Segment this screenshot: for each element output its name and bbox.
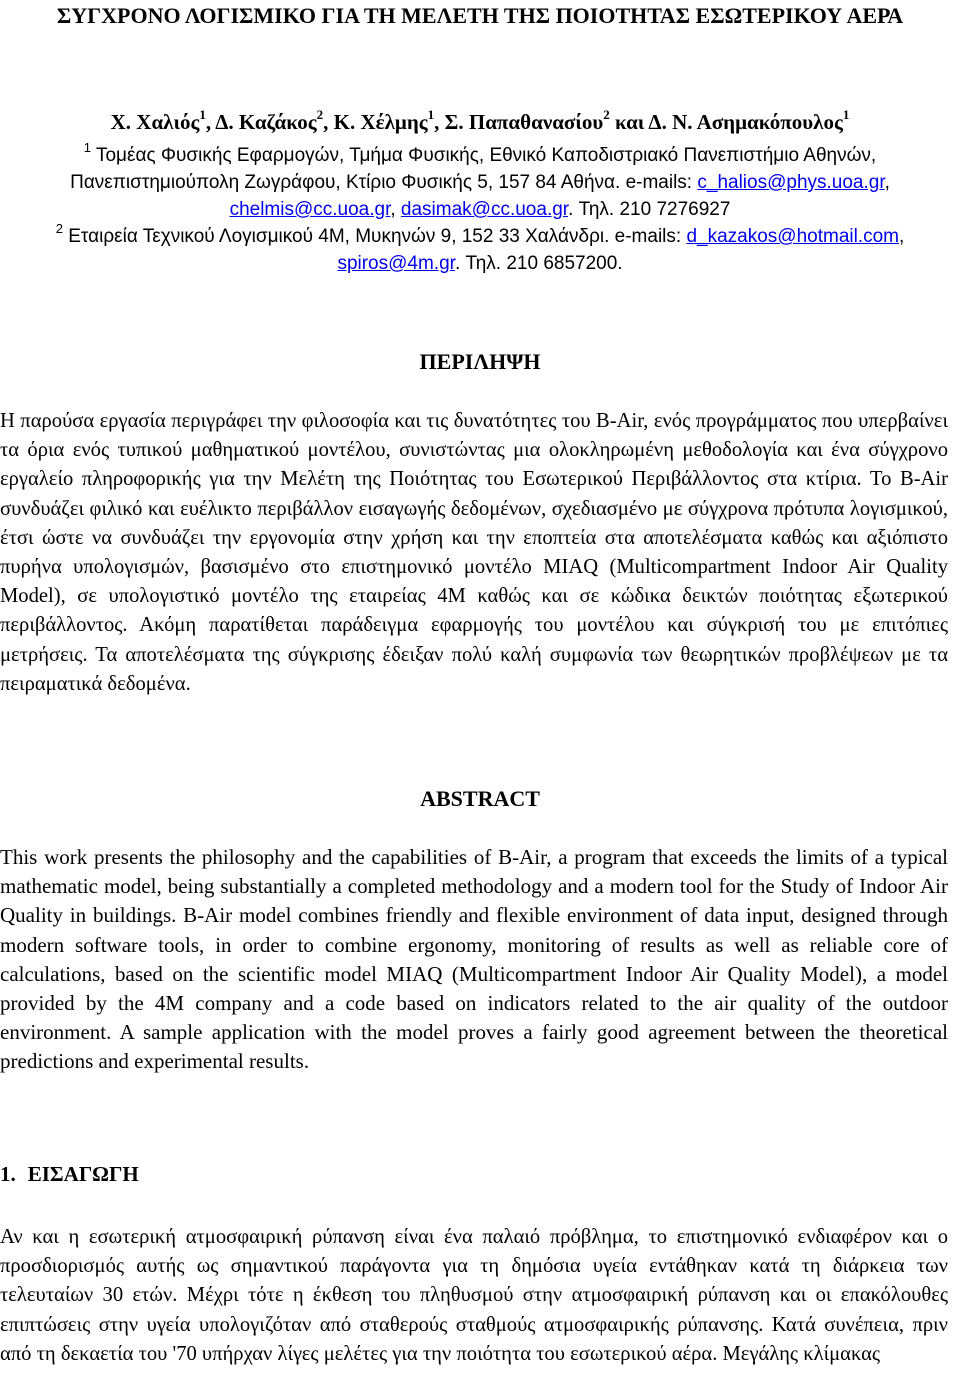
abstract-paragraph: This work presents the philosophy and the capabilities of B-Air, a program that exceeds the limits of a typical mathematic model, being substantially a completed methodology and a modern tool for the Study of Indoor Air Quality in buildings. B-Air model combines friendly and flexible environment of data input, designed through modern software tools, in order to combine ergonomy, monitoring of results as well as reliable core of calculations, based on the scientific model MIAQ (Multicompartment Indoor Air Quality Model), a model provided by the 4M company and a code based on indicators related to the air quality of the outdoor environment. A sample application with the model proves a fairly good agreement between the theoretical predictions and experimental results.: [0, 845, 948, 1074]
email-link[interactable]: d_kazakos@hotmail.com: [686, 226, 899, 247]
affiliation-phone: . Τηλ. 210 6857200.: [454, 253, 623, 274]
section-number: 1.: [0, 1162, 16, 1186]
affiliation-phone: . Τηλ. 210 7276927: [568, 199, 731, 220]
author-name: Χ. Χαλιός: [110, 110, 200, 134]
author-name: Κ. Χέλμης: [333, 110, 428, 134]
introduction-heading: [0, 1160, 139, 1188]
author-name: Σ. Παπαθανασίου: [444, 110, 604, 134]
affiliation-mark: 1: [83, 139, 92, 155]
section-title: ΕΙΣΑΓΩΓΗ: [27, 1162, 139, 1186]
author-list: Χ. Χαλιός$^1$, Δ. Καζάκος$^2$, Κ. Χέλμης$^1$, Σ. Παπαθανασίου$^2$ και Δ. Ν. Ασημακόπουλος$^1$: [110, 107, 850, 134]
email-link[interactable]: dasimak@cc.uoa.gr: [400, 199, 569, 220]
affiliation-text: Εταιρεία Τεχνικού Λογισμικού 4Μ, Μυκηνών 9, 152 33 Χαλάνδρι. e-mails:: [68, 226, 682, 247]
affiliation-1: $^1$ Τομέας Φυσικής Εφαρμογών, Τμήμα Φυσικής, Εθνικό Καποδιστριακό Πανεπιστήμιο Αθηνών, Πανεπιστημιούπολη Ζωγράφου, Κτίριο Φυσικής 5, 157 84 Αθήνα. e-mails: c_halios@phys.uoa.gr, chelmis@cc.uoa.gr, dasimak@cc.uoa.gr. Τηλ. 210 7276927: [70, 139, 890, 220]
affiliation-text: Τομέας Φυσικής Εφαρμογών, Τμήμα Φυσικής, Εθνικό Καποδιστριακό Πανεπιστήμιο Αθηνών, Πανεπιστημιούπολη Ζωγράφου, Κτίριο Φυσικής 5, 157 84 Αθήνα. e-mails:: [70, 145, 877, 193]
author-affiliation-mark: 1: [199, 107, 206, 122]
paper-title: ΣΥΓΧΡΟΝΟ ΛΟΓΙΣΜΙΚΟ ΓΙΑ ΤΗ ΜΕΛΕΤΗ ΤΗΣ ΠΟΙΟΤΗΤΑΣ ΕΣΩΤΕΡΙΚΟΥ ΑΕΡΑ: [56, 3, 904, 28]
affiliation-2: $^2$ Εταιρεία Τεχνικού Λογισμικού 4Μ, Μυκηνών 9, 152 33 Χαλάνδρι. e-mails: d_kazakos@hotmail.com, spiros@4m.gr. Τηλ. 210 6857200.: [55, 220, 905, 274]
author-affiliation-mark: 1: [427, 107, 435, 122]
author-conjunction: και: [615, 110, 645, 134]
author-name: Δ. Ν. Ασημακόπουλος: [648, 110, 843, 134]
author-affiliation-mark: 2: [603, 107, 610, 122]
email-link[interactable]: spiros@4m.gr: [337, 253, 455, 274]
email-link[interactable]: c_halios@phys.uoa.gr: [697, 172, 885, 193]
affiliation-mark: 2: [55, 220, 63, 236]
author-affiliation-mark: 1: [842, 107, 850, 122]
introduction-paragraph: Αν και η εσωτερική ατμοσφαιρική ρύπανση είναι ένα παλαιό πρόβλημα, το επιστημονικό ενδιαφέρον και ο προσδιορισμός αυτής ως σημαντικού παράγοντα για τη δημόσια υγεία εντάθηκαν κατά τη διάρκεια των τελευταίων 30 ετών. Μέχρι τότε η έκθεση του πληθυσμού στην ατμοσφαιρική ρύπανση και οι επακόλουθες επιπτώσεις στην υγεία υπολογιζόταν από σταθερούς σταθμούς ατμοσφαιρικής ρύπανσης. Κατά συνέπεια, πριν από τη δεκαετία του '70 υπήρχαν λίγες μελέτες για την ποιότητα του εσωτερικού αέρα. Μεγάλης κλίμακας: [0, 1226, 948, 1365]
author-name: Δ. Καζάκος: [215, 110, 317, 134]
abstract-heading: ABSTRACT: [420, 786, 540, 811]
author-affiliation-mark: 2: [316, 107, 324, 122]
summary-heading: ΠΕΡΙΛΗΨΗ: [419, 349, 541, 374]
email-link[interactable]: chelmis@cc.uoa.gr: [229, 199, 391, 220]
summary-paragraph: Η παρούσα εργασία περιγράφει την φιλοσοφία και τις δυνατότητες του B-Air, ενός προγράμματος που υπερβαίνει τα όρια ενός τυπικού μαθηματικού μοντέλου, συνιστώντας μια ολοκληρωμένη μεθοδολογία και ένα σύγχρονο εργαλείο πληροφορικής για την Μελέτη της Ποιότητας του Εσωτερικού Περιβάλλοντος στα κτίρια. Το B-Air συνδυάζει φιλικό και ευέλικτο περιβάλλον εισαγωγής δεδομένων, σχεδιασμένο με σύγχρονα πρότυπα λογισμικού, έτσι ώστε να συνδυάζει την εργονομία στην χρήση και την εποπτεία στα αποτελέσματα καθώς και αξιόπιστο πυρήνα υπολογισμών, βασισμένο στο επιστημονικό μοντέλο MIAQ (Multicompartment Indoor Air Quality Model), σε υπολογιστικό μοντέλο της εταιρείας 4M καθώς και σε κώδικα δεικτών ποιότητας εξωτερικού περιβάλλοντος. Ακόμη παρατίθεται παράδειγμα εφαρμογής του μοντέλου και σύγκρισή του με επιτόπιες μετρήσεις. Τα αποτελέσματα της σύγκρισης έδειξαν πολύ καλή συμφωνία των θεωρητικών προβλέψεων με τα πειραματικά δεδομένα.: [0, 410, 948, 695]
